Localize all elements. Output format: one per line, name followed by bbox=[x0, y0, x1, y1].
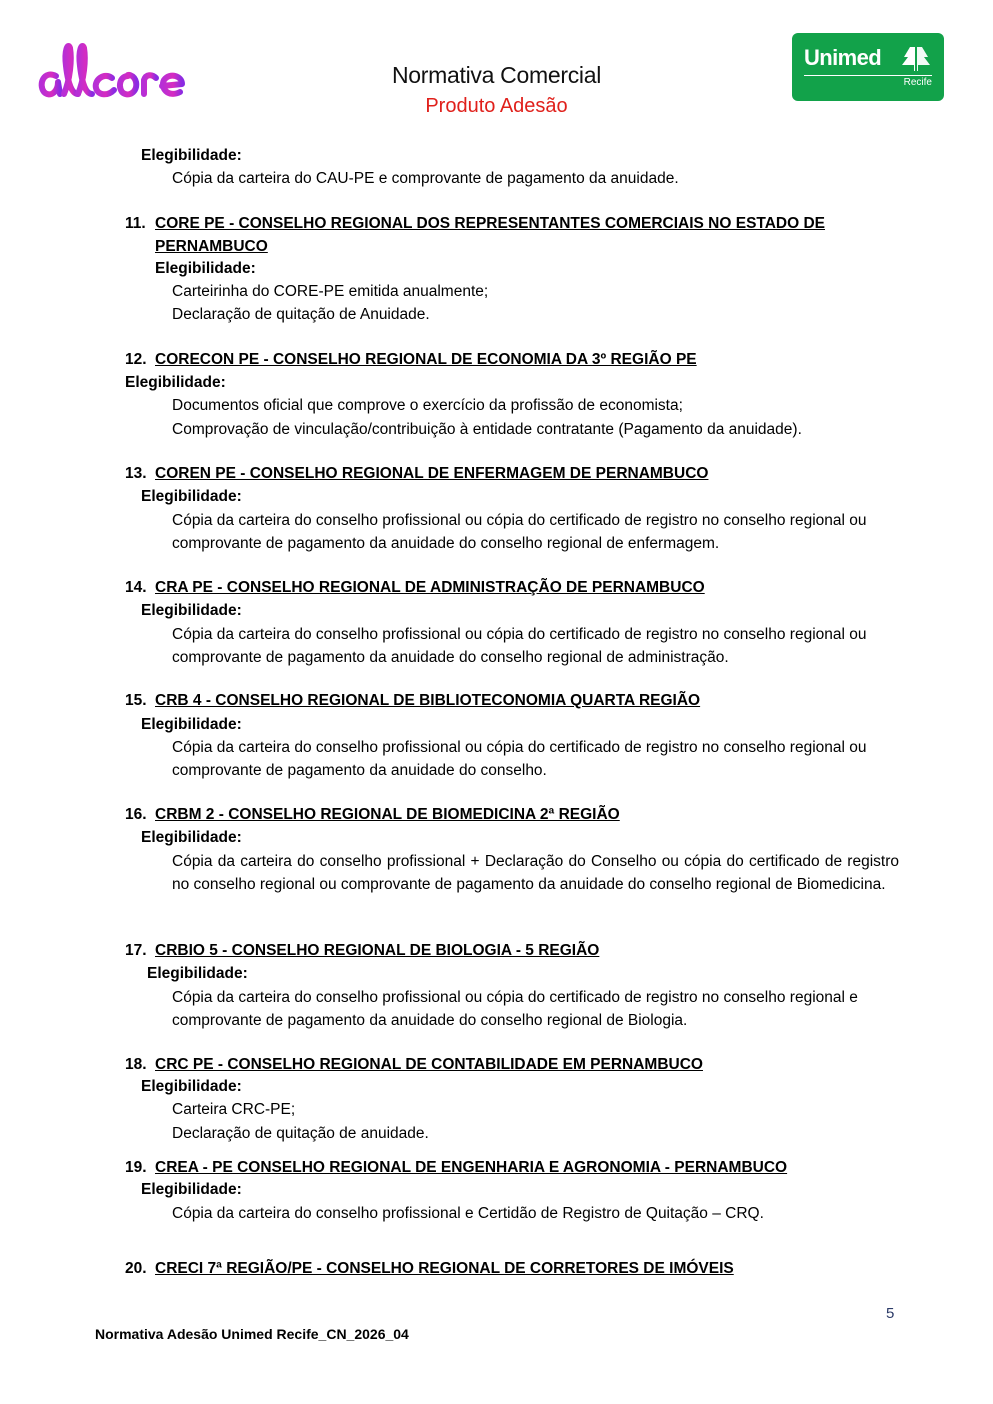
document-subtitle: Produto Adesão bbox=[425, 95, 568, 117]
eligibility-item: Documentos oficial que comprove o exercício da profissão de economista; bbox=[172, 397, 683, 414]
section-title: CRA PE - CONSELHO REGIONAL DE ADMINISTRAÇÃO DE PERNAMBUCO bbox=[155, 579, 705, 596]
section-title: CRBM 2 - CONSELHO REGIONAL DE BIOMEDICINA 2ª REGIÃO bbox=[155, 806, 620, 823]
eligibility-label: Elegibilidade: bbox=[147, 965, 248, 982]
footer-document-code: Normativa Adesão Unimed Recife_CN_2026_04 bbox=[95, 1326, 409, 1342]
section-title: CRC PE - CONSELHO REGIONAL DE CONTABILIDADE EM PERNAMBUCO bbox=[155, 1056, 703, 1073]
section-number: 12. bbox=[125, 351, 147, 368]
section-number: 20. bbox=[125, 1260, 147, 1277]
eligibility-item: Declaração de quitação de anuidade. bbox=[172, 1125, 429, 1142]
section-number: 14. bbox=[125, 579, 147, 596]
section-title: CREA - PE CONSELHO REGIONAL DE ENGENHARIA E AGRONOMIA - PERNAMBUCO bbox=[155, 1159, 788, 1176]
eligibility-label: Elegibilidade: bbox=[141, 488, 242, 505]
eligibility-label: Elegibilidade: bbox=[141, 147, 242, 164]
section-title: CRECI 7ª REGIÃO/PE - CONSELHO REGIONAL DE CORRETORES DE IMÓVEIS bbox=[155, 1260, 734, 1277]
section-number: 17. bbox=[125, 942, 147, 959]
section-title: CRB 4 - CONSELHO REGIONAL DE BIBLIOTECONOMIA QUARTA REGIÃO bbox=[155, 692, 701, 709]
eligibility-item: Cópia da carteira do conselho profissional e Certidão de Registro de Quitação – CRQ. bbox=[172, 1205, 764, 1222]
eligibility-item: Cópia da carteira do conselho profissional ou cópia do certificado de registro no conselho regional ou comprovante de pagamento da anuidade do conselho regional de administração. bbox=[172, 626, 867, 666]
section-title: CORECON PE - CONSELHO REGIONAL DE ECONOMIA DA 3º REGIÃO PE bbox=[155, 351, 697, 368]
eligibility-label: Elegibilidade: bbox=[141, 716, 242, 733]
eligibility-item: Cópia da carteira do conselho profissional ou cópia do certificado de registro no conselho regional ou comprovante de pagamento da anuidade do conselho regional de enfermagem. bbox=[172, 512, 867, 552]
section-number: 15. bbox=[125, 692, 147, 709]
section-number: 19. bbox=[125, 1159, 147, 1176]
section-title: CRBIO 5 - CONSELHO REGIONAL DE BIOLOGIA - 5 REGIÃO bbox=[155, 942, 600, 959]
section-number: 16. bbox=[125, 806, 147, 823]
section-number: 11. bbox=[125, 215, 146, 232]
section-title-continued: PERNAMBUCO bbox=[155, 238, 268, 255]
eligibility-label: Elegibilidade: bbox=[141, 1181, 242, 1198]
eligibility-item: Declaração de quitação de Anuidade. bbox=[172, 306, 430, 323]
eligibility-label: Elegibilidade: bbox=[155, 260, 256, 277]
allcore-logo-text: allcore bbox=[34, 40, 37, 41]
section-number: 18. bbox=[125, 1056, 147, 1073]
eligibility-label: Elegibilidade: bbox=[125, 374, 226, 391]
eligibility-item: Cópia da carteira do CAU-PE e comprovante de pagamento da anuidade. bbox=[172, 170, 679, 187]
section-title: COREN PE - CONSELHO REGIONAL DE ENFERMAGEM DE PERNAMBUCO bbox=[155, 465, 709, 482]
eligibility-label: Elegibilidade: bbox=[141, 829, 242, 846]
eligibility-item: Cópia da carteira do conselho profissional + Declaração do Conselho ou cópia do certificado de registro no conselho regional ou comprovante de pagamento da anuidade do conselho regional de Biomedicina. bbox=[172, 853, 899, 893]
unimed-logo-text: Unimed bbox=[804, 45, 882, 70]
unimed-logo-city: Recife bbox=[903, 77, 932, 88]
eligibility-item: Cópia da carteira do conselho profissional ou cópia do certificado de registro no conselho regional e comprovante de pagamento da anuidade do conselho regional de Biologia. bbox=[172, 989, 858, 1029]
eligibility-item: Comprovação de vinculação/contribuição à entidade contratante (Pagamento da anuidade). bbox=[172, 421, 802, 438]
eligibility-label: Elegibilidade: bbox=[141, 1078, 242, 1095]
eligibility-item: Carteirinha do CORE-PE emitida anualmente; bbox=[172, 283, 489, 300]
eligibility-label: Elegibilidade: bbox=[141, 602, 242, 619]
section-title: CORE PE - CONSELHO REGIONAL DOS REPRESENTANTES COMERCIAIS NO ESTADO DE bbox=[155, 215, 826, 232]
section-number: 13. bbox=[125, 465, 147, 482]
page-number: 5 bbox=[886, 1305, 895, 1322]
eligibility-item: Cópia da carteira do conselho profissional ou cópia do certificado de registro no conselho regional ou comprovante de pagamento da anuidade do conselho. bbox=[172, 739, 867, 779]
eligibility-item: Carteira CRC-PE; bbox=[172, 1101, 296, 1118]
document-title: Normativa Comercial bbox=[391, 62, 601, 88]
